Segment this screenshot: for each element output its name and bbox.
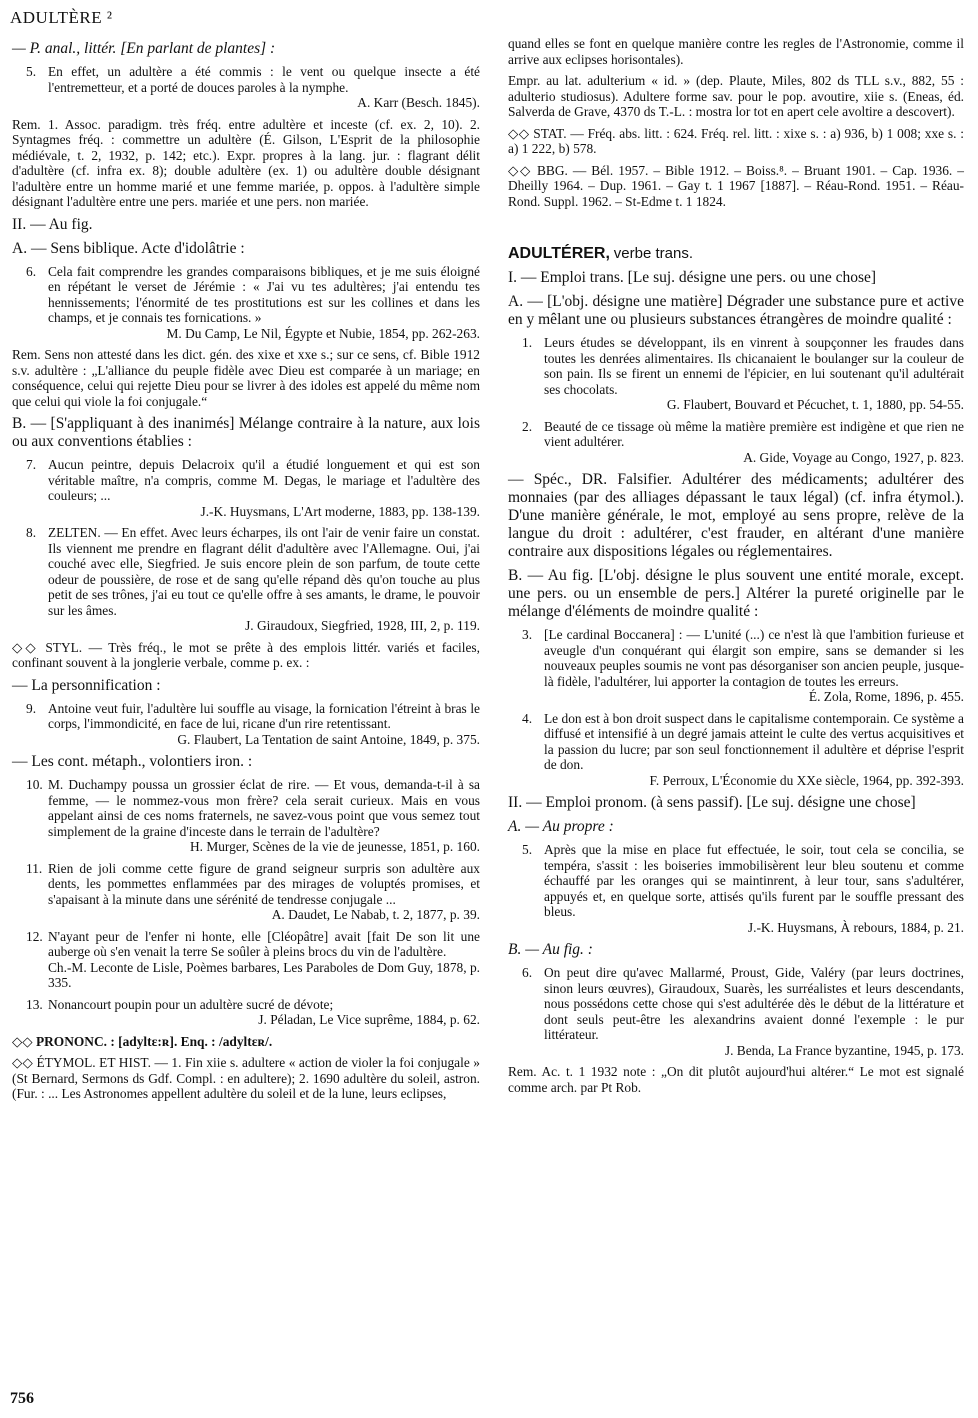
example-number: 10. — [26, 777, 43, 792]
example-4 — [522, 710, 964, 789]
subsection-heading-a-propre: A. — Au propre : — [508, 818, 614, 835]
example-source: G. Flaubert, La Tentation de saint Antoine, 1849, p. 375. — [177, 731, 480, 747]
subsection-heading-a: A. — Sens biblique. Acte d'idolâtrie : — [12, 239, 245, 257]
remark-1: Rem. 1. Assoc. paradigm. très fréq. entre adultère et inceste (cf. ex. 2, 10). 2. Syntagmes fréq. : commettre un adultère (É. Gilson, L'Esprit de la philosophie médiévale, t. 2, 1932, p. 142; etc.). Expr. propres à la lang. jur. : flagrant délit d'adultère (cf. infra ex. 8); double adultère (ex. 1) ou adultère double désignant l'adultère entre un homme marié et une femme mariée, p. oppos. à l'adultère simple désignant l'adultère entre une pers. mariée et une pers. non mariée. — [12, 116, 480, 209]
page-number: 756 — [10, 1390, 34, 1407]
section-heading-i: I. — Emploi trans. [Le suj. désigne une pers. ou une chose] — [508, 269, 877, 286]
personification-heading: — La personnification : — [12, 676, 161, 694]
example-9 — [26, 700, 480, 748]
example-source: J.-K. Huysmans, À rebours, 1884, p. 21. — [747, 919, 964, 935]
subsection-heading-b-fig: B. — Au fig. : — [508, 941, 593, 958]
example-2 — [522, 418, 964, 466]
example-number: 3. — [522, 627, 533, 642]
running-head: ADULTÈRE ² — [10, 8, 113, 27]
example-text: Aucun peintre, depuis Delacroix qu'il a étudié longuement et qui est son véritable maître, n'a compris, comme M. Degas, le mariage et l'adultère des couleurs; ... — [48, 457, 480, 503]
example-number: 11. — [26, 860, 43, 876]
example-13 — [26, 996, 480, 1028]
example-source: J. Giraudoux, Siegfried, 1928, III, 2, p. 119. — [245, 618, 480, 633]
metaphor-heading: — Les cont. métaph., volontiers iron. : — [12, 753, 253, 770]
example-source: G. Flaubert, Bouvard et Pécuchet, t. 1, 1880, pp. 54-55. — [666, 397, 964, 412]
example-8 — [26, 525, 480, 634]
example-source: Ch.-M. Leconte de Lisle, Poèmes barbares, Les Paraboles de Dom Guy, 1878, p. 335. — [48, 959, 480, 990]
remark: Rem. Ac. t. 1 1932 note : „On dit plutôt aujourd'hui altérer.“ Le mot est signalé comme arch. par Pt Rob. — [508, 1064, 964, 1095]
part-of-speech: verbe trans. — [613, 245, 694, 262]
etymology: ◇◇ ÉTYMOL. ET HIST. — 1. Fin xiie s. adultere « action de violer la foi conjugale » (St Bernard, Sermons ds Gdf. Compl. : en adultere); 2. 1690 adultère du soleil, astron. (Fur. : ... Les Astronomes appellent adultère du soleil et de la lune, leurs eclipses, — [12, 1055, 480, 1101]
example-number: 13. — [26, 996, 43, 1012]
example-1 — [522, 335, 964, 413]
example-source: J. Benda, La France byzantine, 1945, p. 173. — [724, 1042, 964, 1058]
example-3 — [522, 627, 964, 705]
example-10 — [26, 777, 480, 855]
styl-paragraph: ◇◇ STYL. — Très fréq., le mot se prête à des emplois littér. variés et faciles, confinant souvent à la jonglerie verbale, comme p. ex. : — [12, 639, 480, 670]
example-text: Cela fait comprendre les grandes comparaisons bibliques, et je me suis éloigné en répétant le verset de Jérémie : « J'ai vu tes adultères; j'ai entendu tes hennissements; l'énormité de tes prostitutions est sur les collines et dans les champs, et je connais tes fornications. » — [48, 263, 480, 325]
example-source: A. Gide, Voyage au Congo, 1927, p. 823. — [743, 449, 964, 465]
headword: ADULTÉRER, — [508, 245, 610, 262]
example-5 — [26, 64, 480, 111]
example-text: Rien de joli comme cette figure de grand seigneur surpris son adultère aux dents, les pommettes enflammées par des mirages de voluptés promises, et s'apaisant à la minute dans une sérénité de tendresse conjugale ... — [48, 860, 480, 907]
example-source: J. Péladan, Le Vice suprême, 1884, p. 62. — [258, 1012, 480, 1027]
example-source: F. Perroux, L'Économie du XXe siècle, 1964, pp. 392-393. — [649, 772, 964, 788]
etymology-continued: quand elles se font en quelque manière contre les regles de l'Astronomie, comme il arrive aux eclipses horisontales). — [508, 36, 964, 67]
example-number: 7. — [26, 457, 37, 472]
example-number: 6. — [26, 263, 37, 279]
example-text: [Le cardinal Boccanera] : — L'unité (...) ce n'est là que l'ambition furieuse et aveugle d'un conquérant qui élargit son empire, sans se demander si les nouveaux peuples soumis ne vont pas désorganiser son ancien peuple, jusque-là fidèle, l'adultérer, lui apporter la contagion de toutes les erreurs. — [544, 627, 964, 689]
example-text: En effet, un adultère a été commis : le vent ou quelque insecte a été l'entremetteur, et a porté de douces paroles à la nymphe. — [48, 64, 480, 95]
example-text: Après que la mise en place fut effectuée, le soir, tout cela se concilia, se tempéra, s'assit : les boiseries immobilisèrent leur bleu soutenu et comme échauffé par les oranges qui se maintinrent, à leur tour, sans s'adultérer, appuyés et, en quelque sorte, attisés qu'ils furent par le souffle pressant des bleus. — [544, 842, 964, 919]
section-heading-ii: II. — Emploi pronom. (à sens passif). [Le suj. désigne une chose] — [508, 794, 916, 811]
subsection-heading-a: A. — [L'obj. désigne une matière] Dégrader une substance pure et active en y mêlant une ou plusieurs substances étrangères de moindre qualité : — [508, 293, 964, 328]
remark-2: Rem. Sens non attesté dans les dict. gén. des xixe et xxe s.; sur ce sens, cf. Bible 1912 s.v. adultère : „L'alliance du peuple fidèle avec Dieu est comparée à un mariage; en conséquence, celui qui rejette Dieu pour se livrer à des idoles est appelé du même nom que celui qui viole la foi conjugale.“ — [12, 347, 480, 409]
example-source: É. Zola, Rome, 1896, p. 455. — [808, 689, 964, 704]
subsection-heading-b: B. — [S'appliquant à des inanimés] Mélange contraire à la nature, aux lois ou aux conventions établies : — [12, 415, 480, 450]
example-text: N'ayant peur de l'enfer ni honte, elle [Cléopâtre] avait [fait De son lit une auberge où s'en venait la terre Se soûler à pleins brocs du vin de l'adultère. — [48, 928, 480, 959]
example-number: 4. — [522, 710, 533, 726]
right-column — [508, 36, 964, 1101]
example-source: M. Du Camp, Le Nil, Égypte et Nubie, 1854, pp. 262-263. — [166, 325, 480, 341]
example-source: H. Murger, Scènes de la vie de jeunesse, 1851, p. 160. — [189, 839, 480, 854]
statistics: ◇◇ STAT. — Fréq. abs. litt. : 624. Fréq. rel. litt. : xixe s. : a) 936, b) 1 008; xxe s. : a) 1 222, b) 578. — [508, 125, 964, 156]
special-sense: — Spéc., DR. Falsifier. Adultérer des médicaments; adultérer des monnaies (par des alliages dépassant le taux légal) (cf. infra étymol.). D'une manière générale, le mot, employé au sens propre, relève de la langue du droit : adultérer, c'est frauder, en altérant d'une manière contraire aux dispositions légales ou réglementaires. — [508, 471, 964, 560]
example-text: Leurs études se développant, ils en vinrent à soupçonner les fraudes dans toutes les denrées alimentaires. Ils chicanaient le boulanger sur la couleur de son pain. Ils se firent un ennemi de l'épicier, en lui soutenant qu'il adultérait ses chocolats. — [544, 335, 964, 397]
entry-heading — [508, 245, 964, 263]
bibliography: ◇◇ BBG. — Bél. 1957. – Bible 1912. – Boiss.⁸. – Bruant 1901. – Cap. 1936. – Dheilly 1964. – Dup. 1961. – Gay t. 1 1967 [1887]. – Réau-Rond. 1951. – Réau-Rond. Suppl. 1962. – St-Edme t. 1 1824. — [508, 162, 964, 209]
example-text: Le don est à bon droit suspect dans le capitalisme contemporain. Ce système a diffusé et intensifié à un degré jamais atteint le culte des vertus acquisitives et la passion du lucre; par son seul fonctionnement il adultère et déprise l'esprit de don. — [544, 710, 964, 772]
left-column — [12, 36, 480, 1108]
example-text: ZELTEN. — En effet. Avec leurs écharpes, ils ont l'air de venir faire un constat. Ils viennent me prendre en flagrant délit d'adultère avec l'Allemagne. Oui, j'ai couché avec elle, Siegfried. Je suis encore plein de son parfum, de toute cette odeur de poussière, de rose et de sang qu'elle répand dès qu'on touche au plus petit de ses trônes, j'ai eu tout ce qu'elle offre à ses amants, le drame, le pouvoir sur les âmes. — [48, 525, 480, 618]
example-6 — [26, 263, 480, 342]
example-number: 5. — [26, 64, 37, 79]
example-7 — [26, 457, 480, 519]
example-text: Antoine veut fuir, l'adultère lui souffle au visage, la fornication l'étreint à bras le corps, l'immondicité, en face de lui, ricane d'un rire retentissant. — [48, 700, 480, 731]
example-number: 9. — [26, 700, 37, 716]
example-number: 2. — [522, 418, 533, 434]
example-text: On peut dire qu'avec Mallarmé, Proust, Gide, Valéry (par leurs doctrines, sinon leurs œuvres), Giraudoux, Suarès, les surréalistes et leurs descendants, nous possédons cette chose qui s'est adultérée dès le début de la littérature et dont seuls peut-être les alexandrins avaient donné l'exemple : le pur littérateur. — [544, 965, 964, 1042]
example-number: 5. — [522, 842, 533, 857]
example-number: 6. — [522, 965, 533, 980]
example-11 — [26, 860, 480, 923]
example-6 — [522, 965, 964, 1058]
pronunciation: ◇◇ PRONONC. : [adyltɛ:ʀ]. Enq. : /adyltɛʀ/. — [12, 1033, 273, 1049]
example-12 — [26, 928, 480, 991]
example-source: A. Daudet, Le Nabab, t. 2, 1877, p. 39. — [271, 907, 480, 922]
section-heading-ii: II. — Au fig. — [12, 215, 93, 233]
example-text: Beauté de ce tissage où même la matière première est indigène et que rien ne vient adultérer. — [544, 418, 964, 449]
example-source: J.-K. Huysmans, L'Art moderne, 1883, pp. 138-139. — [200, 503, 480, 519]
example-source: A. Karr (Besch. 1845). — [357, 95, 480, 110]
borrowing-note: Empr. au lat. adulterium « id. » (dep. Plaute, Miles, 802 ds TLL s.v., 882, 55 : adulterio studiosus). Adultere forme sav. pour le pop. avoutire, xiie s. (Eneas, éd. Salverda de Grave, 4370 ds T.-L. : mostra lor tot en apert cele avoltire a descovert). — [508, 73, 964, 119]
subsection-heading-b: B. — Au fig. [L'obj. désigne le plus souvent une entité morale, except. une pers. ou un ensemble de pers.] Altérer la pureté originelle par le mélange d'éléments de moindre qualité : — [508, 567, 964, 620]
example-number: 8. — [26, 525, 37, 540]
sense-heading: — P. anal., littér. [En parlant de plantes] : — [12, 40, 276, 57]
example-number: 12. — [26, 928, 43, 944]
example-text: Nonancourt poupin pour un adultère sucré de dévote; — [48, 996, 334, 1012]
example-number: 1. — [522, 335, 533, 350]
example-5 — [522, 842, 964, 935]
example-text: M. Duchampy poussa un grossier éclat de rire. — Et vous, demanda-t-il à sa femme, — le nommez-vous mon frère? cela serait curieux. Mais en vous appelant ainsi de ces noms fraternels, ne savez-vous point que vous semez tout simplement de la graine d'inceste dans le terrain de l'adultère? — [48, 777, 480, 839]
